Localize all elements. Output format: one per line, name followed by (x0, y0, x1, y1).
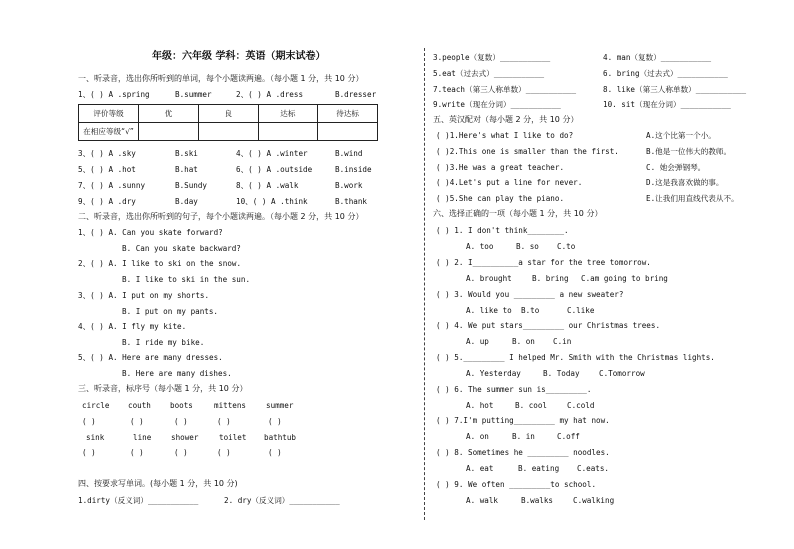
s6-q1-b[interactable]: B. so (516, 242, 539, 251)
s6-q9-a[interactable]: A. walk (466, 496, 499, 505)
eval-row-label: 在相应等级“√” (79, 123, 139, 141)
q10-b: B.thank (335, 197, 368, 206)
word-line: line (133, 433, 152, 442)
s6-q1: ( ) 1. I don't think________. (436, 226, 569, 235)
s2-q3-b: B. I put on my pants. (122, 307, 219, 316)
q6-a: 6、( ) A .outside (236, 165, 313, 174)
q5-b: B.hat (175, 165, 198, 174)
s6-q2-c[interactable]: C.am going to bring (581, 274, 668, 283)
eval-cell[interactable] (198, 123, 258, 141)
s6-q1-c[interactable]: C.to (557, 242, 576, 251)
s6-q2-a[interactable]: A. brought (466, 274, 512, 283)
s6-q7: ( ) 7.I'm putting_________ my hat now. (436, 416, 610, 425)
s5-left-2: ( )2.This one is smaller than the first. (436, 147, 619, 156)
s2-q4-a: 4、( ) A. I fly my kite. (78, 322, 187, 331)
eval-header-pass: 达标 (258, 105, 318, 123)
paren-blank[interactable]: ( ) (174, 448, 188, 457)
paren-blank[interactable]: ( ) (268, 448, 282, 457)
s6-q3-a[interactable]: A. like to (466, 306, 512, 315)
paren-blank[interactable]: ( ) (217, 448, 231, 457)
s6-q5-b[interactable]: B. Today (543, 369, 580, 378)
q2-b: B.dresser (335, 90, 377, 99)
s5-left-4: ( )4.Let's put a line for never. (436, 178, 583, 187)
evaluation-table (78, 104, 378, 141)
eval-header-needs-work: 待达标 (318, 105, 378, 123)
eval-header-excellent: 优 (139, 105, 199, 123)
q3-a: 3、( ) A .sky (78, 149, 136, 158)
paren-blank[interactable]: ( ) (130, 448, 144, 457)
word-sink: sink (86, 433, 105, 442)
s6-q7-a[interactable]: A. on (466, 432, 489, 441)
s5-right-e: E.让我们用直线代表从不。 (646, 194, 739, 203)
q7-a: 7、( ) A .sunny (78, 181, 146, 190)
s6-q3-b[interactable]: B.to (521, 306, 540, 315)
s4-item-7[interactable]: 7.teach（第三人称单数）___________ (433, 85, 577, 94)
s5-left-3: ( )3.He was a great teacher. (436, 163, 565, 172)
q9-b: B.day (175, 197, 198, 206)
s4-item-9[interactable]: 9.write（现在分词）___________ (433, 100, 561, 109)
s4-item-8[interactable]: 8. like（第三人称单数）___________ (603, 85, 747, 94)
section-6-heading: 六、选择正确的一项（每小题 1 分，共 10 分） (433, 209, 603, 218)
word-couth: couth (128, 401, 151, 410)
s6-q9: ( ) 9. We often _________to school. (436, 480, 597, 489)
s6-q2-b[interactable]: B. bring (532, 274, 569, 283)
s6-q4-c[interactable]: C.in (553, 337, 572, 346)
section-5-heading: 五、英汉配对（每小题 2 分，共 10 分） (433, 115, 579, 124)
q9-a: 9、( ) A .dry (78, 197, 136, 206)
s6-q4-a[interactable]: A. up (466, 337, 489, 346)
q6-b: B.inside (335, 165, 372, 174)
q1-b: B.summer (175, 90, 212, 99)
s6-q3: ( ) 3. Would you _________ a new sweater? (436, 290, 624, 299)
eval-header-grade: 评价等级 (79, 105, 139, 123)
s2-q5-a: 5、( ) A. Here are many dresses. (78, 353, 223, 362)
s6-q3-c[interactable]: C.like (567, 306, 595, 315)
word-mittens: mittens (214, 401, 247, 410)
s2-q5-b: B. Here are many dishes. (122, 369, 232, 378)
paren-blank[interactable]: ( ) (82, 417, 96, 426)
section-3-heading: 三、听录音，标序号（每小题 1 分，共 10 分） (78, 384, 248, 393)
s6-q8-a[interactable]: A. eat (466, 464, 494, 473)
s2-q1-a: 1、( ) A. Can you skate forward? (78, 228, 223, 237)
s6-q5-a[interactable]: A. Yesterday (466, 369, 521, 378)
s5-right-b: B.他是一位伟大的教师。 (646, 147, 732, 156)
s4-item-3[interactable]: 3.people（复数）___________ (433, 53, 551, 62)
eval-cell[interactable] (258, 123, 318, 141)
s6-q8-b[interactable]: B. eating (518, 464, 560, 473)
s4-item-5[interactable]: 5.eat（过去式）___________ (433, 69, 545, 78)
word-circle: circle (82, 401, 110, 410)
paren-blank[interactable]: ( ) (174, 417, 188, 426)
s2-q1-b: B. Can you skate backward? (122, 244, 241, 253)
s6-q4: ( ) 4. We put stars_________ our Christmas trees. (436, 321, 661, 330)
s6-q5-c[interactable]: C.Tomorrow (599, 369, 645, 378)
s4-item-1[interactable]: 1.dirty（反义词）___________ (78, 496, 199, 505)
word-bathtub: bathtub (264, 433, 297, 442)
paren-blank[interactable]: ( ) (268, 417, 282, 426)
s2-q4-b: B. I ride my bike. (122, 338, 205, 347)
s4-item-2[interactable]: 2. dry（反义词）___________ (224, 496, 340, 505)
eval-header-good: 良 (198, 105, 258, 123)
s4-item-10[interactable]: 10. sit（现在分词）___________ (603, 100, 731, 109)
s6-q8-c[interactable]: C.eats. (577, 464, 610, 473)
s6-q6: ( ) 6. The summer sun is_________. (436, 385, 592, 394)
s6-q9-c[interactable]: C.walking (573, 496, 615, 505)
s5-right-c: C. 她会弹钢琴。 (646, 163, 706, 172)
s6-q6-c[interactable]: C.cold (567, 401, 595, 410)
q1-a: 1、( ) A .spring (78, 90, 150, 99)
s2-q2-a: 2、( ) A. I like to ski on the snow. (78, 259, 242, 268)
q8-a: 8、( ) A .walk (236, 181, 299, 190)
s6-q4-b[interactable]: B. on (512, 337, 535, 346)
s5-right-a: A.这个比第一个小。 (646, 131, 716, 140)
s4-item-6[interactable]: 6. bring（过去式）___________ (603, 69, 728, 78)
word-shower: shower (171, 433, 199, 442)
q2-a: 2、( ) A .dress (236, 90, 304, 99)
word-boots: boots (170, 401, 193, 410)
s6-q8: ( ) 8. Sometimes he _________ noodles. (436, 448, 610, 457)
eval-cell[interactable] (139, 123, 199, 141)
page-title: 年级：六年级 学科：英语（期末试卷） (152, 51, 326, 62)
section-2-heading: 二、听录音，选出你所听到的句子，每个小题读两遍。（每小题 2 分，共 10 分） (78, 212, 364, 221)
s6-q1-a[interactable]: A. too (466, 242, 494, 251)
section-4-heading: 四、按要求写单词。(每小题 1 分，共 10 分) (78, 479, 238, 488)
s2-q3-a: 3、( ) A. I put on my shorts. (78, 291, 210, 300)
s6-q2: ( ) 2. I__________a star for the tree tomorrow. (436, 258, 651, 267)
q3-b: B.ski (175, 149, 198, 158)
word-toilet: toilet (219, 433, 247, 442)
s2-q2-b: B. I like to ski in the sun. (122, 275, 251, 284)
s6-q7-b[interactable]: B. in (512, 432, 535, 441)
q4-b: B.wind (335, 149, 363, 158)
s5-left-5: ( )5.She can play the piano. (436, 194, 565, 203)
paren-blank[interactable]: ( ) (82, 448, 96, 457)
paren-blank[interactable]: ( ) (130, 417, 144, 426)
q4-a: 4、( ) A .winter (236, 149, 308, 158)
s4-item-4[interactable]: 4. man（复数）___________ (603, 53, 712, 62)
q5-a: 5、( ) A .hot (78, 165, 136, 174)
s6-q6-a[interactable]: A. hot (466, 401, 494, 410)
eval-cell[interactable] (318, 123, 378, 141)
q8-b: B.work (335, 181, 363, 190)
s6-q7-c[interactable]: C.off (557, 432, 580, 441)
column-divider (424, 48, 425, 520)
q10-a: 10、( ) A .think (236, 197, 308, 206)
section-1-heading: 一、听录音，选出你所听到的单词，每个小题读两遍。（每小题 1 分，共 10 分） (78, 74, 364, 83)
s6-q6-b[interactable]: B. cool (515, 401, 548, 410)
s5-left-1: ( )1.Here's what I like to do? (436, 131, 574, 140)
paren-blank[interactable]: ( ) (217, 417, 231, 426)
q7-b: B.Sundy (175, 181, 208, 190)
s5-right-d: D.这是我喜欢做的事。 (646, 178, 724, 187)
s6-q9-b[interactable]: B.walks (521, 496, 554, 505)
s6-q5: ( ) 5._________ I helped Mr. Smith with the Christmas lights. (436, 353, 715, 362)
word-summer: summer (266, 401, 294, 410)
